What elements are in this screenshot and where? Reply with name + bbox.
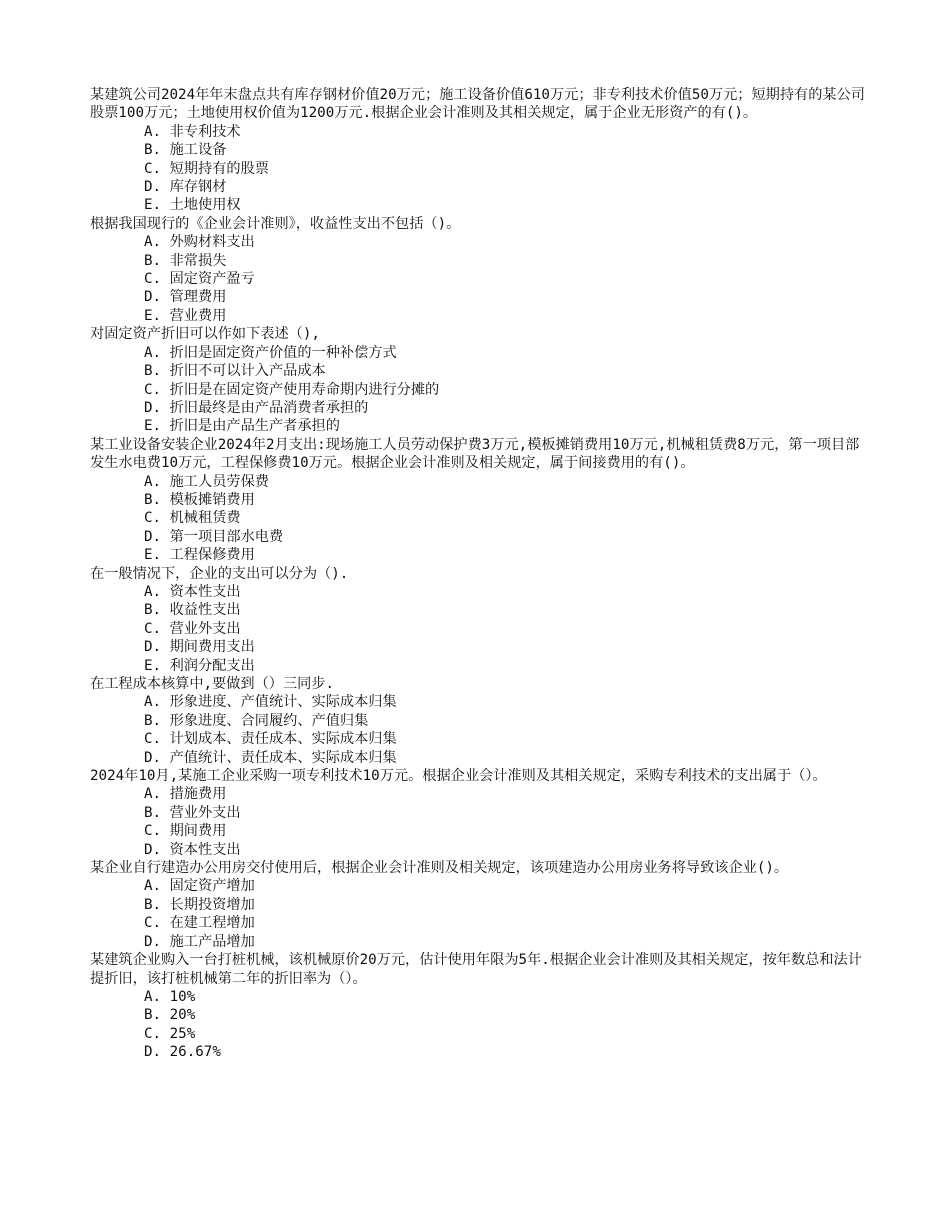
- option-d: D. 库存钢材: [144, 179, 227, 196]
- question-stem: 某工业设备安装企业2024年2月支出:现场施工人员劳动保护费3万元,模板摊销费用10万元,机械租赁费8万元，第一项目部发生水电费10万元，工程保修费10万元。根据企业会计准则及相关规定，属于间接费用的有()。: [90, 436, 860, 472]
- option-d: D. 资本性支出: [144, 841, 241, 858]
- option-e: E. 工程保修费用: [144, 547, 255, 564]
- option-d: D. 26.67%: [144, 1044, 221, 1061]
- option-b: B. 施工设备: [144, 142, 227, 159]
- option-a: A. 形象进度、产值统计、实际成本归集: [144, 694, 397, 711]
- option-e: E. 土地使用权: [144, 197, 241, 214]
- question-stem: 2024年10月,某施工企业采购一项专利技术10万元。根据企业会计准则及其相关规定，采购专利技术的支出属于（）。: [90, 768, 827, 785]
- option-d: D. 管理费用: [144, 289, 227, 306]
- option-a: A. 折旧是固定资产价值的一种补偿方式: [144, 344, 397, 361]
- option-e: E. 营业费用: [144, 307, 227, 324]
- option-b: B. 非常损失: [144, 252, 227, 269]
- option-d: D. 折旧最终是由产品消费者承担的: [144, 399, 369, 416]
- question-3: [90, 325, 866, 435]
- question-stem: 某企业自行建造办公用房交付使用后，根据企业会计准则及相关规定，该项建造办公用房业务将导致该企业()。: [90, 860, 789, 877]
- option-e: E. 折旧是由产品生产者承担的: [144, 418, 340, 435]
- option-c: C. 在建工程增加: [144, 915, 255, 932]
- option-c: C. 折旧是在固定资产使用寿命期内进行分摊的: [144, 381, 440, 398]
- option-b: B. 模板摊销费用: [144, 491, 255, 508]
- option-d: D. 期间费用支出: [144, 639, 255, 656]
- option-b: B. 20%: [144, 1007, 196, 1024]
- question-1: [90, 86, 866, 215]
- option-c: C. 营业外支出: [144, 620, 241, 637]
- question-stem: 在一般情况下，企业的支出可以分为（).: [90, 565, 349, 582]
- option-c: C. 固定资产盈亏: [144, 271, 255, 288]
- question-6: [90, 675, 866, 767]
- option-a: A. 资本性支出: [144, 583, 241, 600]
- option-a: A. 施工人员劳保费: [144, 473, 269, 490]
- question-stem: 某建筑企业购入一台打桩机械，该机械原价20万元，估计使用年限为5年.根据企业会计准则及其相关规定，按年数总和法计提折旧，该打桩机械第二年的折旧率为（）。: [90, 952, 862, 987]
- option-c: C. 短期持有的股票: [144, 160, 269, 177]
- option-e: E. 利润分配支出: [144, 657, 255, 674]
- option-c: C. 期间费用: [144, 823, 227, 840]
- option-a: A. 固定资产增加: [144, 878, 255, 895]
- option-a: A. 非专利技术: [144, 123, 241, 140]
- question-stem: 对固定资产折旧可以作如下表述（),: [90, 326, 320, 343]
- question-stem: 在工程成本核算中,要做到（）三同步.: [90, 676, 335, 692]
- question-8: [90, 859, 866, 951]
- question-9: [90, 951, 866, 1061]
- option-a: A. 措施费用: [144, 786, 227, 803]
- document-body: [90, 86, 866, 1062]
- option-b: B. 收益性支出: [144, 602, 241, 619]
- option-c: C. 25%: [144, 1025, 196, 1042]
- option-b: B. 长期投资增加: [144, 896, 255, 913]
- question-4: [90, 436, 866, 565]
- option-b: B. 形象进度、合同履约、产值归集: [144, 712, 369, 729]
- question-stem: 某建筑公司2024年年末盘点共有库存钢材价值20万元；施工设备价值610万元；非专利技术价值50万元；短期持有的某公司股票100万元；土地使用权价值为1200万元.根据企业会计准则及其相关规定，属于企业无形资产的有()。: [90, 87, 865, 122]
- option-a: A. 10%: [144, 988, 196, 1005]
- option-c: C. 计划成本、责任成本、实际成本归集: [144, 731, 397, 748]
- option-d: D. 产值统计、责任成本、实际成本归集: [144, 749, 397, 766]
- option-b: B. 营业外支出: [144, 804, 241, 821]
- option-c: C. 机械租赁费: [144, 510, 241, 527]
- question-stem: 根据我国现行的《企业会计准则》，收益性支出不包括（)。: [90, 215, 461, 232]
- option-d: D. 第一项目部水电费: [144, 528, 284, 545]
- option-a: A. 外购材料支出: [144, 234, 255, 251]
- option-b: B. 折旧不可以计入产品成本: [144, 363, 326, 380]
- question-7: [90, 767, 866, 859]
- question-5: [90, 565, 866, 675]
- question-2: [90, 215, 866, 325]
- option-d: D. 施工产品增加: [144, 933, 255, 950]
